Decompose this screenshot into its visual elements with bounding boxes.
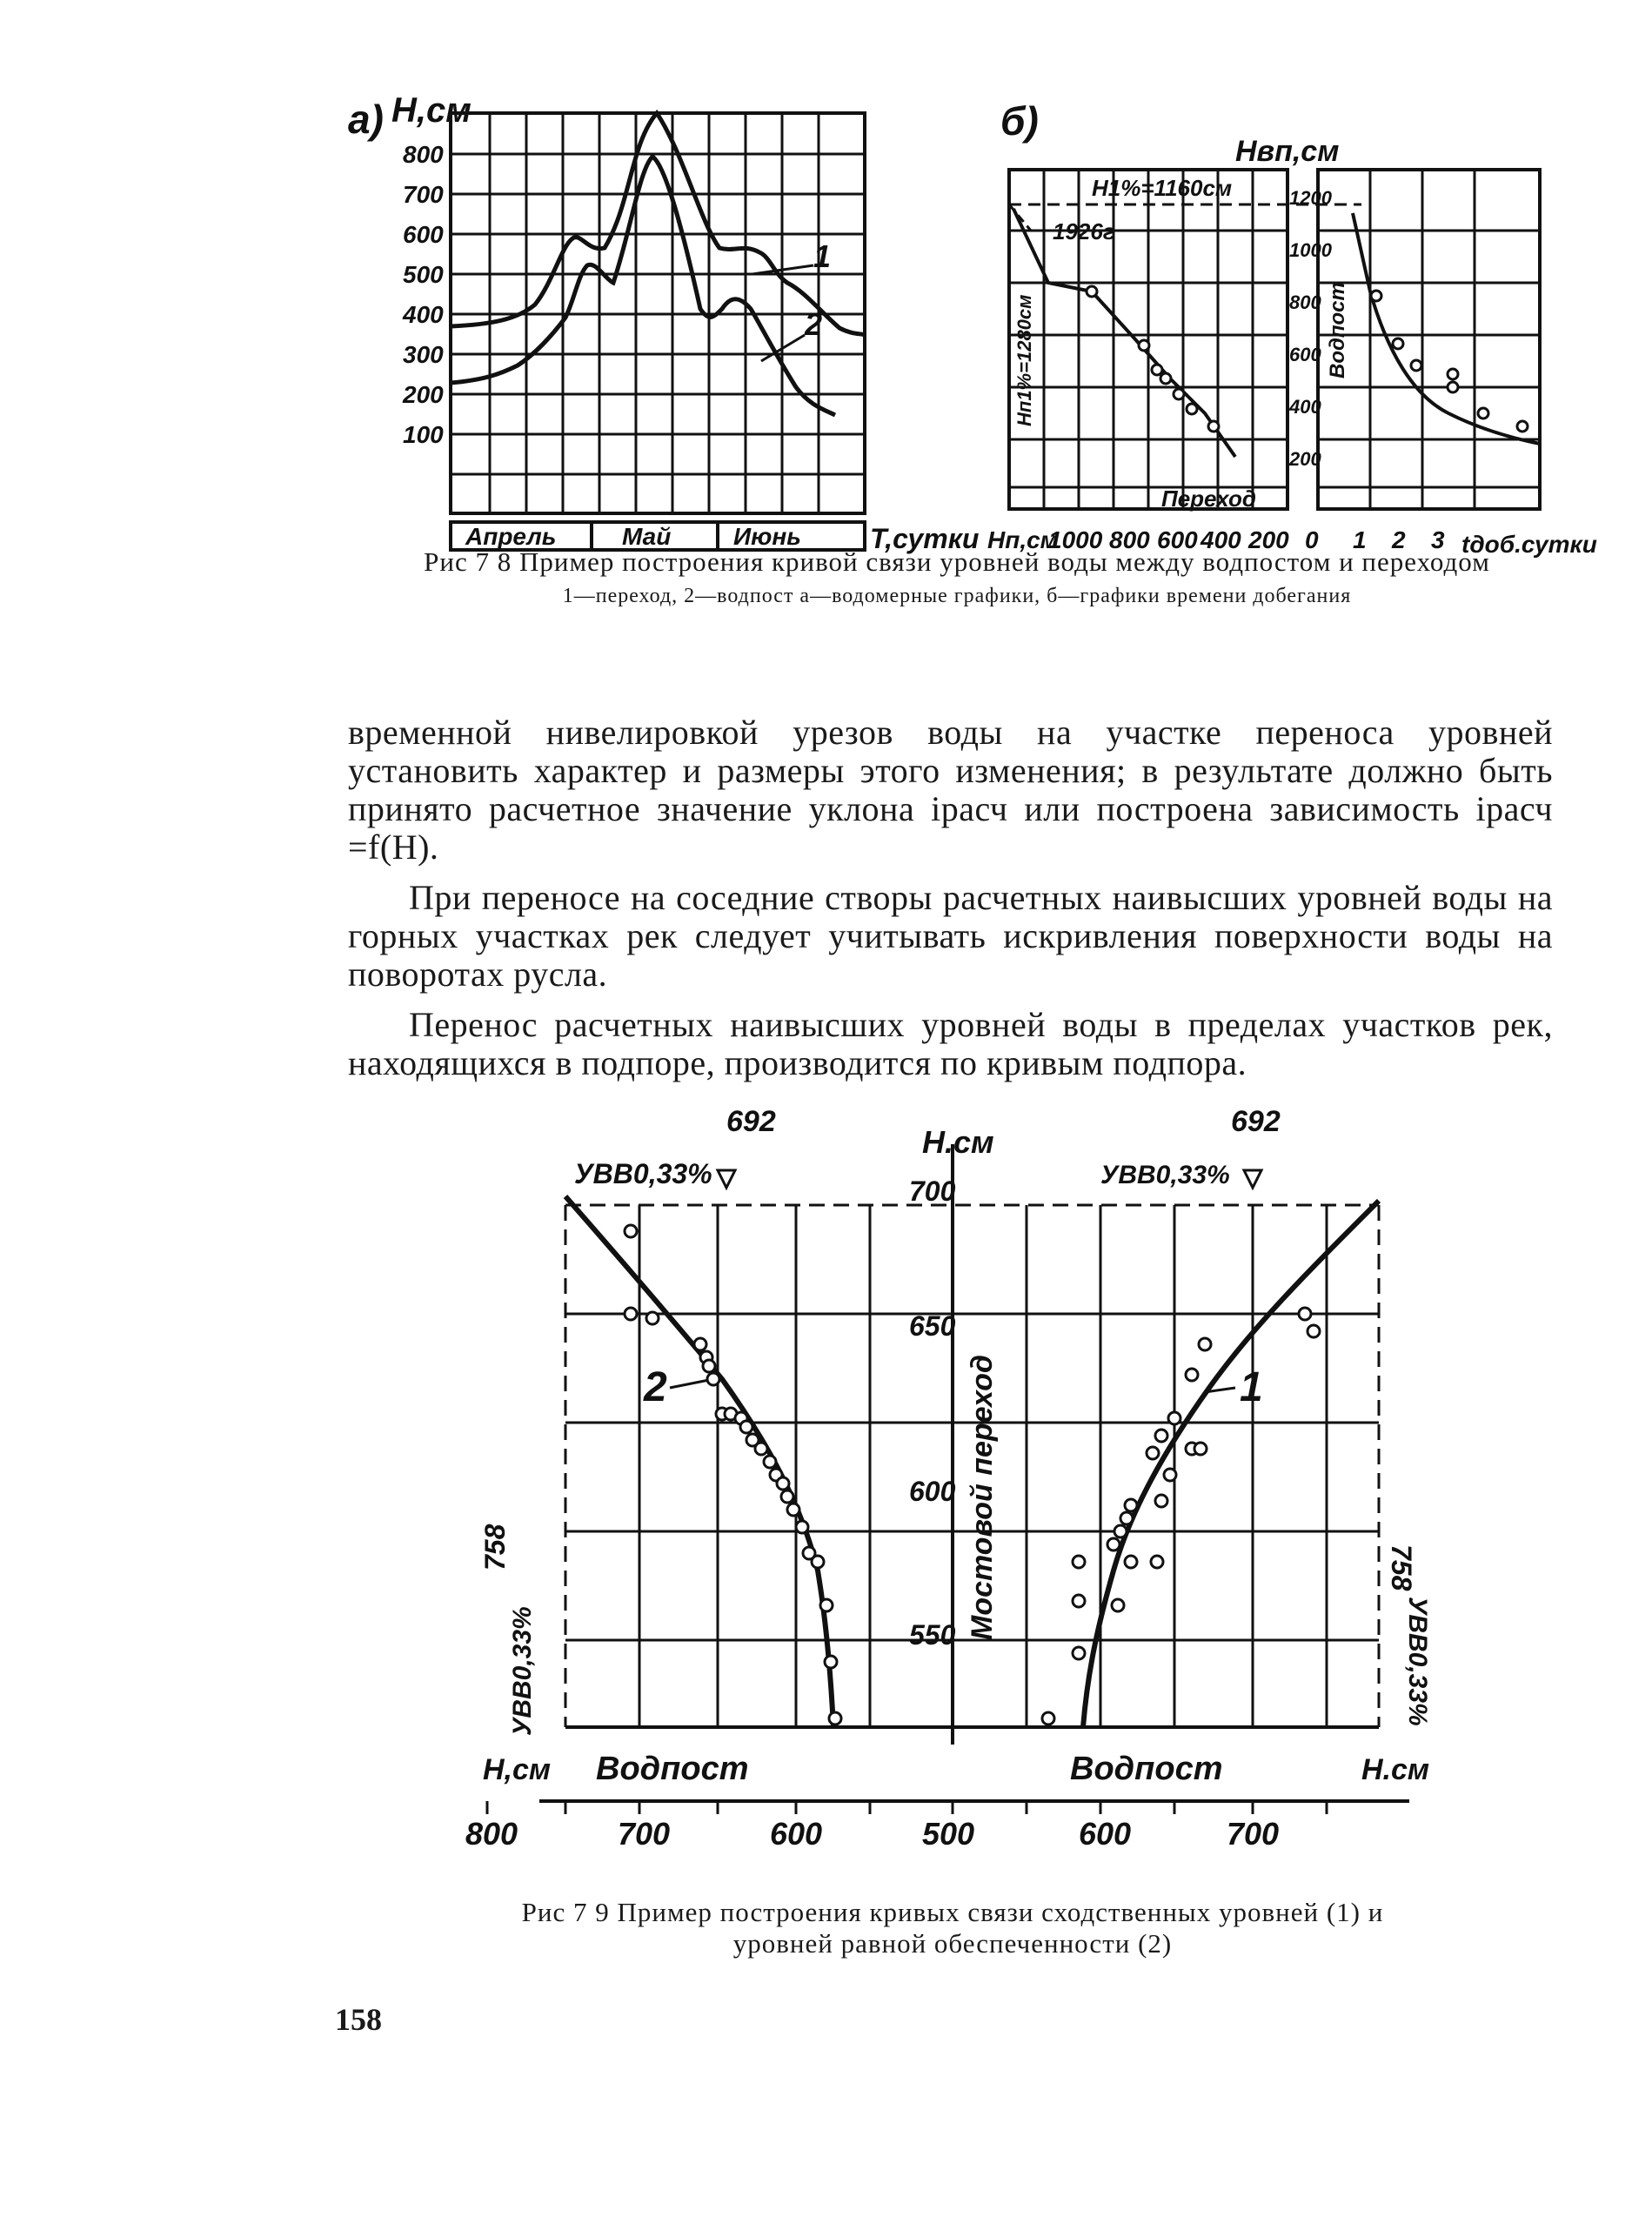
curve-label-1: 1: [1240, 1364, 1263, 1410]
month-may: Май: [622, 523, 672, 550]
bottom-left-tick: 200: [1248, 526, 1289, 553]
curve-1: [1083, 1201, 1379, 1727]
label-vodpost: Водпост: [1326, 282, 1349, 378]
bottom-right-tick: 2: [1392, 526, 1406, 553]
figure78-caption: [409, 546, 1505, 608]
bottom-tick: 600: [1079, 1816, 1132, 1852]
bottom-tick: 500: [922, 1816, 975, 1852]
figure78-panel-b: [987, 74, 1597, 558]
bottom-left-tick: 1000: [1048, 526, 1103, 553]
bottom-label-right: H.см: [1361, 1753, 1430, 1786]
label-perekhod: Переход: [1161, 486, 1256, 512]
right-tick: 600: [1289, 344, 1321, 365]
uvv-right-top: УВВ0,33%: [1100, 1161, 1230, 1189]
panel-a-label: а): [348, 97, 384, 142]
uvv-left-side-value: 758: [479, 1524, 511, 1571]
bottom-tick: 700: [1227, 1816, 1280, 1852]
paragraph-3: Перенос расчетных наивысших уровней воды в пределах участков рек, находящихся в подпоре, производится по кривым подпора.: [348, 1005, 1553, 1082]
uvv-left-side: УВВ0,33%: [508, 1606, 537, 1736]
annot-vertical: Hп1%=1280см: [1013, 294, 1035, 426]
curve-label-2: 2: [644, 1364, 667, 1410]
panel-b-top-axis-label: Hвп,см: [1235, 135, 1340, 168]
right-tick: 800: [1289, 291, 1321, 313]
y-tick: 700: [403, 181, 444, 208]
panel-b-label: б): [1000, 98, 1039, 144]
bottom-left-tick: 800: [1109, 526, 1150, 553]
paragraph-2: При переносе на соседние створы расчетных наивысших уровней воды на горных участках рек следует учитывать искривления поверхности воды на поворотах русла.: [348, 878, 1553, 994]
y-tick: 200: [403, 381, 444, 408]
y-tick: 500: [403, 261, 444, 288]
curve-2: [565, 1196, 833, 1727]
curve-2-vodpost: [451, 157, 835, 415]
annot-h1: H1%=1160см: [1092, 175, 1233, 201]
curve-label-1: 1: [813, 238, 832, 274]
curve-label-2: 2: [805, 306, 823, 342]
bottom-right-tick: 3: [1431, 526, 1445, 553]
figure78-caption-title: Рис 7 8 Пример построения кривой связи уровней воды между водпостом и переходом: [424, 546, 1490, 577]
figure79: [465, 1105, 1514, 1884]
uvv-left-top: УВВ0,33%: [574, 1158, 712, 1189]
paragraph-1: временной нивелировкой урезов воды на участке переноса уровней установить характер и размеры этого изменения; в результате должно быть принято расчетное значение уклона iрасч или построена зависимость iрасч =f(H).: [348, 713, 1553, 867]
month-april: Апрель: [465, 523, 557, 550]
center-tick: 700: [909, 1175, 956, 1207]
bottom-right-tick: 1: [1353, 526, 1367, 553]
bottom-left-tick: 600: [1157, 526, 1198, 553]
month-june: Июнь: [733, 523, 801, 550]
right-tick: 1000: [1289, 239, 1332, 261]
annot-year: 1926г: [1053, 218, 1115, 244]
center-tick: 650: [909, 1310, 956, 1342]
uvv-right-side: УВВ0,33%: [1403, 1597, 1432, 1726]
figure78-panel-a: [344, 74, 980, 554]
uvv-right-top-value: 692: [1231, 1105, 1281, 1138]
vodpost-curve: [1353, 213, 1540, 444]
perekhod-curve: [1013, 209, 1235, 457]
right-tick: 400: [1289, 396, 1321, 418]
panel-a-y-axis-label: H,см: [391, 91, 472, 130]
bottom-label-left: H,см: [483, 1753, 552, 1786]
body-text: [348, 713, 1553, 1082]
figure79-caption-title: Рис 7 9 Пример построения кривых связи сходственных уровней (1) и уровней равной обеспеченности (2): [521, 1897, 1384, 1959]
panel-a-y-ticks: [402, 141, 444, 448]
bottom-tick: 700: [618, 1816, 671, 1852]
curve-1-perekhod: [451, 113, 865, 335]
figure78-caption-legend: 1—переход, 2—водпост а—водомерные графики, б—графики времени добегания: [562, 585, 1352, 607]
uvv-left-top-value: 692: [726, 1105, 776, 1138]
center-vertical-label: Мостовой переход: [966, 1355, 999, 1640]
center-tick: 550: [909, 1619, 956, 1651]
uvv-right-side-value: 758: [1386, 1544, 1417, 1591]
x-axis-label: T,сутки: [870, 523, 980, 554]
y-tick: 600: [403, 221, 444, 248]
center-tick: 600: [909, 1476, 956, 1507]
y-tick: 400: [403, 301, 444, 328]
right-tick: 1200: [1289, 187, 1332, 209]
right-scatter-points: [1042, 1308, 1320, 1725]
bottom-tick: 600: [770, 1816, 823, 1852]
y-tick: 100: [403, 421, 444, 448]
bottom-left-tick: 400: [1201, 526, 1241, 553]
y-tick: 300: [403, 341, 444, 368]
y-tick: 800: [403, 141, 444, 168]
vodpost-left: Водпост: [596, 1751, 749, 1787]
bottom-left-tick: 0: [1305, 526, 1319, 553]
vodpost-right: Водпост: [1070, 1751, 1223, 1787]
center-axis-label: H.см: [922, 1124, 994, 1160]
bottom-tick: 800: [465, 1816, 518, 1852]
right-tick: 200: [1289, 448, 1321, 470]
page-number: 158: [335, 2002, 382, 2037]
bottom-right-label: tдоб.сутки: [1461, 531, 1597, 558]
figure79-caption: [478, 1897, 1427, 1959]
bottom-left-label: Hп,см: [987, 526, 1059, 553]
